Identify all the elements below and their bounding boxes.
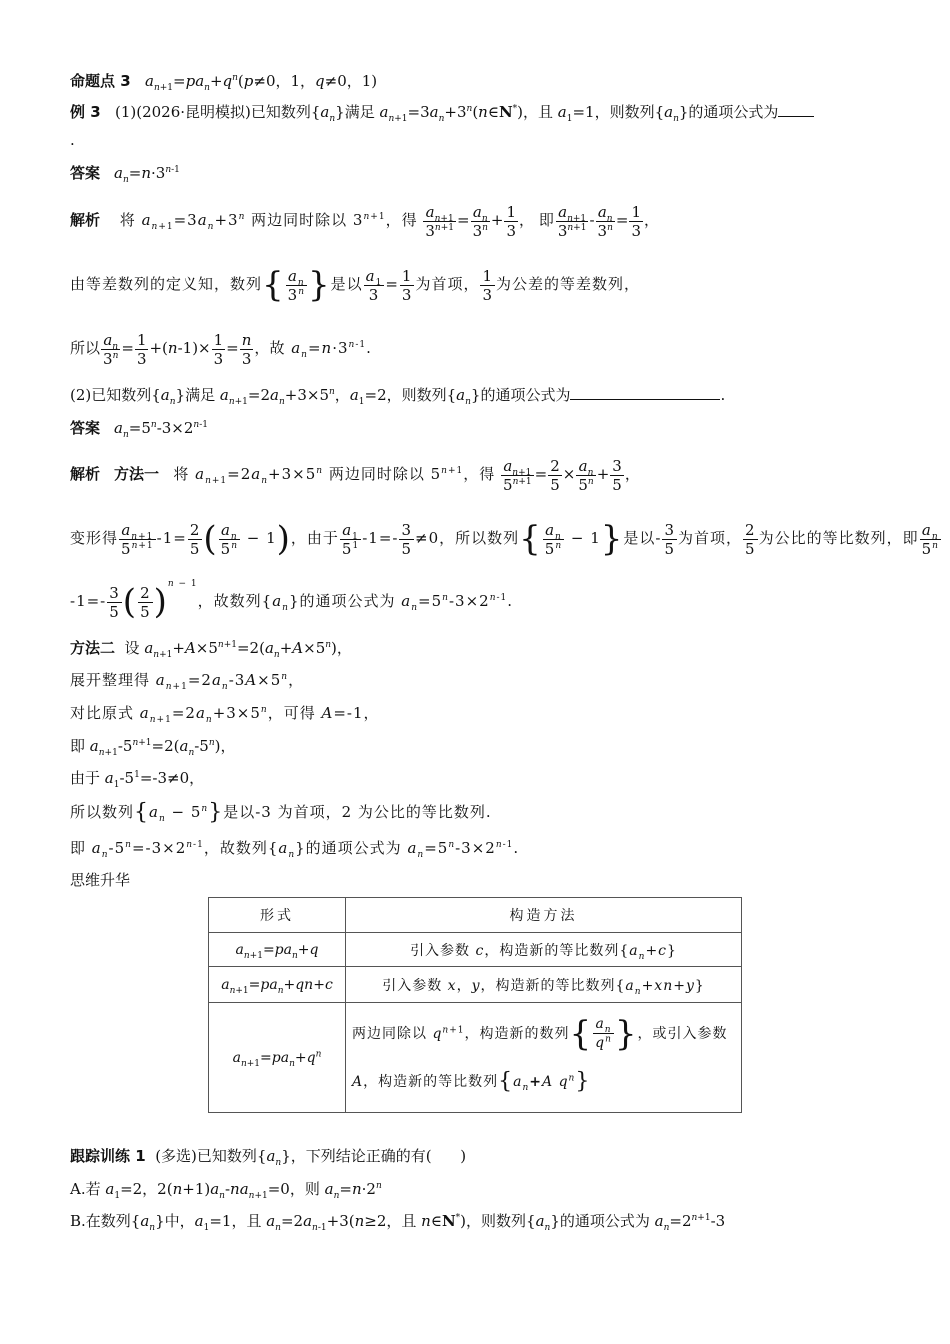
method2-line4: 即 $a_{n+1}-5^{n+1}=2(a_n-5^n)$， [70, 737, 236, 758]
example3-part1-question: 例 3 (1)(2026·昆明模拟)已知数列$\{a_n\}$满足 $a_{n+1}=3a_n+3^n(n\in N^*)$，且 $a_1=1$，则数列$\{a_n\}$的通项公式为 [70, 102, 814, 122]
example-label: 例 3 [70, 103, 101, 121]
option-a: A.若 $a_1=2$，$2(n+1)a_n-na_{n+1}=0$，则 $a_n=n\cdot 2^n$ [70, 1180, 382, 1201]
method1-line3: -1=- $\frac{3}{5}$ ( $\frac{2}{5}$ )$^{n - 1}$，故数列$\{a_n\}$的通项公式为 $a_n=5^n-3\times 2^{n-1}$. [70, 579, 514, 622]
analysis-1-line3: 所以 $\frac{a_n}{3^n}$ = $\frac{1}{3}$ +(n-1)× $\frac{1}{3}$ = $\frac{n}{3}$ ，故 $a_n=n\cdot 3^{n-1}$. [70, 330, 372, 368]
topic-heading: 命题点 3 $a_{n+1}=pa_n+q^n(p\ne 0$，1，q≠0，1) [70, 72, 378, 93]
analysis-1-line2: 由等差数列的定义知，数列{ $\frac{a_n}{3^n}$ }是以 $\frac{a_1}{3}$ = $\frac{1}{3}$ 为首项， $\frac{1}{3}$ 为公差的等差数列， [70, 265, 641, 305]
method1-line2: 变形得 $\frac{a_{n+1}}{5^{n+1}}$ -1= $\frac{2}{5}$ ( $\frac{a_n}{5^n}$ − 1)，由于 $\frac{a_1}{5^1}$ -1=- $\frac{3}{5}$ ≠0，所以数列{ $\frac{a_n}{5^n}$ − 1}是以- $\frac{3}{5}$ 为首项， $\frac{2}{5}$ 为公比的等比数列，即 $\frac{a_n}{5^n}$ [70, 519, 939, 559]
example3-part2-question: (2)已知数列$\{a_n\}$满足 $a_{n+1}=2a_n+3\times 5^n$，$a_1=2$，则数列$\{a_n\}$的通项公式为 . [70, 386, 726, 407]
answer-1: 答案 $a_n=n\cdot 3^{n-1}$ [70, 164, 180, 185]
topic-label: 命题点 3 [70, 72, 131, 90]
method2-line2: 展开整理得 $a_{n+1}=2a_n-3A\times 5^n$， [70, 671, 305, 692]
table-header-method: 构造方法 [346, 898, 742, 933]
exercise-label: 跟踪训练 1 [70, 1147, 146, 1165]
answer-2: 答案 $a_n=5^n-3\times 2^{n-1}$ [70, 419, 208, 440]
method2-line3: 对比原式 $a_{n+1}=2a_n+3\times 5^n$，可得 A=-1， [70, 704, 380, 725]
table-row: $a_{n+1}=pa_n+q^n$ 两边同除以 $q^{n+1}$，构造新的数列{ $\frac{a_n}{q^n}$ }，或引入参数 A，构造新的等比数列{$a_n+A$ $q^n$} [209, 1003, 742, 1113]
summary-table [208, 897, 742, 1113]
answer-label: 答案 [70, 164, 101, 182]
table-header-row [209, 898, 742, 933]
table-header-form: 形式 [209, 898, 346, 933]
method2-line7: 即 $a_n-5^n=-3\times 2^{n-1}$，故数列$\{a_n\}$的通项公式为 $a_n=5^n-3\times 2^{n-1}$. [70, 839, 520, 860]
option-b: B.在数列$\{a_n\}$中，$a_1=1$，且 $a_n=2a_{n-1}+3(n\ge 2$，且 n∈N*)，则数列$\{a_n\}$的通项公式为 $a_n=2^{n+1}-3$ [70, 1212, 726, 1233]
method1-line1: 解析 方法一 将 $a_{n+1}=2a_n+3\times 5^n$ 两边同时除以 $5^{n+1}$，得 $\frac{a_{n+1}}{5^{n+1}}$ = $\frac{2}{5}$ × $\frac{a_n}{5^n}$ + $\frac{3}{5}$ ， [70, 456, 640, 494]
method2-label: 方法二 [70, 639, 116, 657]
table-row: $a_{n+1}=pa_n+q$ 引入参数 c，构造新的等比数列$\{a_n+c\}$ [209, 933, 742, 967]
method2-line1: 方法二 设 $a_{n+1}+A\times 5^{n+1}=2(a_n+A\times 5^n)$， [70, 639, 352, 660]
analysis-1-line1: 解析 将 $a_{n+1}=3a_n+3^n$ 两边同时除以 $3^{n+1}$，得 $\frac{a_{n+1}}{3^{n+1}}$ = $\frac{a_n}{3^n}$ + $\frac{1}{3}$ ， 即 $\frac{a_{n+1}}{3^{n+1}}$ - $\frac{a_n}{3^n}$ = $\frac{1}{3}$ ， [70, 202, 660, 240]
method2-line5: 由于 $a_1-5^1=-3\ne 0$， [70, 769, 205, 790]
exercise-question: 跟踪训练 1 (多选)已知数列$\{a_n\}$，下列结论正确的有( ) [70, 1147, 467, 1168]
analysis-label: 解析 [70, 211, 101, 229]
summary-title: 思维升华 [70, 871, 131, 889]
method1-label: 方法一 [114, 465, 160, 483]
table-row: $a_{n+1}=pa_n+qn+c$ 引入参数 x，y，构造新的等比数列$\{a_n+xn+y\}$ [209, 967, 742, 1003]
method2-line6: 所以数列$\{a_n - 5^n\}$是以-3 为首项，2 为公比的等比数列. [70, 800, 492, 825]
document-page: 命题点 3 $a_{n+1}=pa_n+q^n(p\ne 0$，1，q≠0，1) 例 3 (1)(2026·昆明模拟)已知数列$\{a_n\}$满足 $a_{n+1}=3a_n+3^n(n\in N^*)$，且 $a_1=1$，则数列$\{a_n\}$的通项公式为 . 答案 $a_n=n\cdot 3^{n-1}$ 解析 将 $a_{n+1}=3a_n+3^n$ 两边同时除以 $3^{n+1}$，得 $\frac{a_{n+1}}{3^{n+1}}$ = $\frac{a_n}{3^n}$ + $\frac{1}{3}$ ， 即 $\frac{a_{n+1}}{3^{n+1}}$ - $\frac{a_n}{3^n}$ = $\frac{1}{3}$ ， 由等差数列的定义知，数列{ $\frac{a_n}{3^n}$ }是以 $\frac{a_1}{3}$ = $\frac{1}{3}$ 为首项， $\frac{1}{3}$ 为公差的等差数列， 所以 $\frac{a_n}{3^n}$ = $\frac{1}{3}$ +(n-1)× $\frac{1}{3}$ = $\frac{n}{3}$ ，故 $a_n=n\cdot 3^{n-1}$. (2)已知数列$\{a_n\}$满足 $a_{n+1}=2a_n+3\times 5^n$，$a_1=2$，则数列$\{a_n\}$的通项公式为 . 答案 $a_n=5^n-3\times 2^{n-1}$ 解析 方法一 将 $a_{n+1}=2a_n+3\times 5^n$ 两边同时除以 $5^{n+1}$，得 $\frac{a_{n+1}}{5^{n+1}}$ = $\frac{2}{5}$ × $\frac{a_n}{5^n}$ + $\frac{3}{5}$ ， 变形得 $\frac{a_{n+1}}{5^{n+1}}$ -1= $\frac{2}{5}$ ( $\frac{a_n}{5^n}$ − 1)，由于 $\frac{a_1}{5^1}$ -1=- $\frac{3}{5}$ ≠0，所以数列{ $\frac{a_n}{5^n}$ − 1}是以- $\frac{3}{5}$ 为首项， $\frac{2}{5}$ 为公比的等比数列，即 $\frac{a_n}{5^n}$ -1=- $\frac{3}{5}$ ( $\frac{2}{5}$ )$^{n - 1}$，故数列$\{a_n\}$的通项公式为 $a_n=5^n-3\times 2^{n-1}$. 方法二 设 $a_{n+1}+A\times 5^{n+1}=2(a_n+A\times 5^n)$， 展开整理得 $a_{n+1}=2a_n-3A\times 5^n$， 对比原式 $a_{n+1}=2a_n+3\times 5^n$，可得 A=-1， 即 $a_{n+1}-5^{n+1}=2(a_n-5^n)$， 由于 $a_1-5^1=-3\ne 0$， 所以数列$\{a_n - 5^n\}$是以-3 为首项，2 为公比的等比数列. 即 $a_n-5^n=-3\times 2^{n-1}$，故数列$\{a_n\}$的通项公式为 $a_n=5^n-3\times 2^{n-1}$. 思维升华 形式 构造方法 $a_{n+1}=pa_n+q$ 引入参数 c，构造新的等比数列$\{a_n+c\}$ $a_{n+1}=pa_n+qn+c$ 引入参数 x，y，构造新的等比数列$\{a_n+xn+y\}$ $a_{n+1}=pa_n+q^n$ 两边同除以 $q^{n+1}$，构造新的数列{ $\frac{a_n}{q^n}$ }，或引入参数 A，构造新的等比数列{$a_n+A$ $q^n$} 跟踪训练 1 (多选)已知数列$\{a_n\}$，下列结论正确的有( ) A.若 $a_1=2$，$2(n+1)a_n-na_{n+1}=0$，则 $a_n=n\cdot 2^n$ B.在数列$\{a_n\}$中，$a_1=1$，且 $a_n=2a_{n-1}+3(n\ge 2$，且 n∈N*)，则数列$\{a_n\}$的通项公式为 $a_n=2^{n+1}-3$ [0, 0, 950, 1344]
